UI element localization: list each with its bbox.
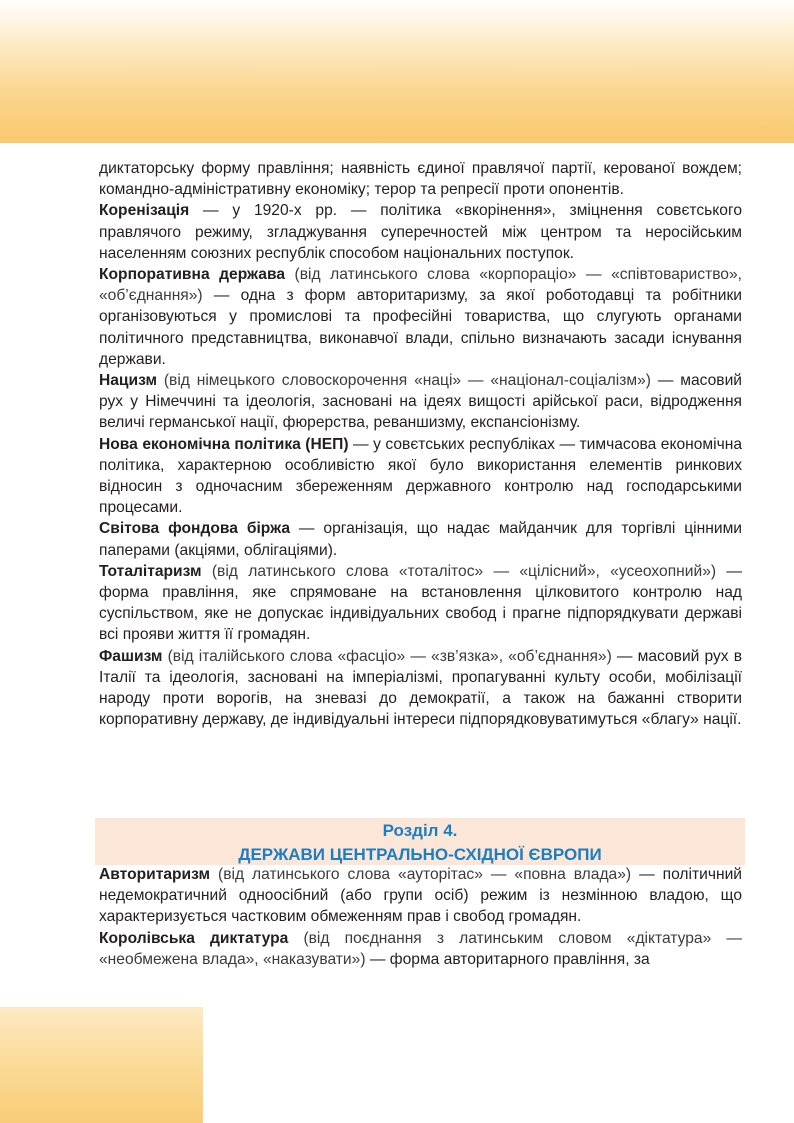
entry-body: — форма правління, яке спрямоване на встановлення цілковитого контролю над суспільством, яке не допускає індивідуальних свобод і прагне підпорядкувати державі всі прояви життя її громадян.: [99, 562, 742, 644]
entry-etymology: (від латинського слова «тоталітос» — «цілісний», «усеохопний»): [201, 562, 717, 580]
entry-body: — у 1920-х рр. — політика «вкорінення», зміцнення совєтського правлячого режиму, згладжування суперечностей між центром та неросійським населенням союзних республік способом національних поступок.: [99, 202, 742, 262]
glossary-entry-fondova-birzha: [99, 518, 742, 560]
section-heading: [95, 819, 745, 866]
glossary-entry-fashyzm: [99, 646, 742, 731]
glossary-entry-nep: [99, 434, 742, 519]
entry-term: Фашизм: [99, 647, 163, 665]
entry-term: Королівська диктатура: [99, 929, 289, 947]
section-title: ДЕРЖАВИ ЦЕНТРАЛЬНО-СХІДНОЇ ЄВРОПИ: [238, 844, 602, 864]
glossary-entry-totalitaryzm: [99, 561, 742, 646]
entry-body: диктаторську форму правління; наявність єдиної правлячої партії, керованої вождем; командно-адміністративну економіку; терор та репресії проти опонентів.: [99, 160, 742, 199]
entry-body: — політичний недемократичний одноосібний (або групи осіб) режим із незмінною владою, що характеризується частковим обмеженням прав і свобод громадян.: [99, 866, 743, 926]
entry-term: Нацизм: [99, 372, 158, 390]
glossary-entry-korporatyvna-derzhava: [99, 264, 742, 370]
entry-term: Корпоративна держава: [99, 266, 286, 284]
entry-etymology: (від поєднання з латинським словом «діктатура» — «необмежена влада», «наказувати»): [99, 929, 742, 968]
entry-etymology: (від латинського слова «корпораціо» — «співтовариство», «об’єднання»): [99, 266, 742, 305]
glossary-entry-continuation: [99, 158, 742, 200]
section-number: Розділ 4.: [382, 821, 458, 840]
entry-body: — одна з форм авторитаризму, за якої роботодавці та робітники організовуються у промислові та професійні товариства, що слугують органами політичного представництва, виконавчої влади, спільно визначають засади існування держави.: [99, 287, 742, 368]
entry-term: Нова економічна політика (НЕП): [99, 435, 349, 453]
entry-body: — у совєтських республіках — тимчасова економічна політика, характерною особливістю якої було використання елементів ринкових відносин з одночасним збереженням державного контролю над господарськими процесами.: [99, 435, 743, 517]
glossary-entry-natsyzm: [99, 370, 742, 434]
entry-etymology: (від німецького словоскорочення «наці» — «націонал-соціалізм»): [157, 372, 651, 390]
entry-etymology: (від італійського слова «фасціо» — «зв’язка», «об’єднання»): [162, 647, 612, 665]
glossary-section-1: [99, 158, 742, 730]
entry-body: — масовий рух у Німеччині та ідеологія, засновані на ідеях вищості арійської раси, відродження величі германської нації, фюрерства, реваншизму, експансіонізму.: [99, 372, 742, 432]
entry-term: Авторитаризм: [99, 866, 211, 883]
footer-decoration-band: [0, 1007, 203, 1123]
entry-body: — організація, що надає майданчик для торгівлі цінними паперами (акціями, облігаціями).: [99, 520, 742, 559]
entry-body: — форма авторитарного правління, за: [365, 950, 650, 968]
entry-body: — масовий рух в Італії та ідеологія, засновані на імперіалізмі, пропагуванні культу особи, мобілізації народу проти ворогів, на зневазі до демократії, а також на бажанні створити корпоративну державу, де індивідуальні інтереси підпорядковуватимуться «благу» нації.: [99, 647, 742, 729]
glossary-entry-avtorytaryzm: [99, 864, 742, 928]
header-decoration-band: [0, 0, 794, 143]
entry-term: Тоталітаризм: [99, 562, 202, 580]
entry-term: Світова фондова біржа: [99, 520, 291, 538]
glossary-section-2: [99, 864, 742, 970]
glossary-entry-korolivska-dyktatura: [99, 928, 742, 970]
entry-etymology: (від латинського слова «ауторітас» — «повна влада»): [210, 866, 632, 883]
glossary-entry-korenizatsiia: [99, 200, 742, 264]
entry-term: Коренізація: [99, 202, 190, 220]
